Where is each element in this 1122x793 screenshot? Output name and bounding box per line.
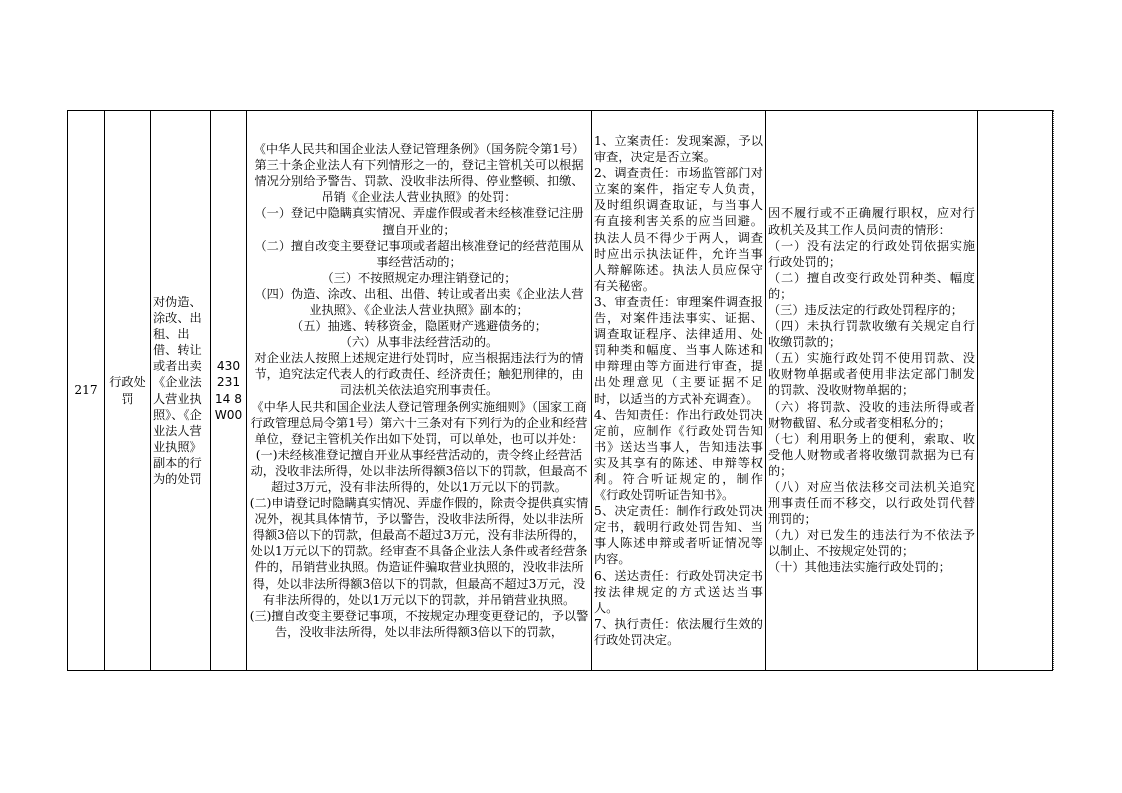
accountability-item: （三）违反法定的行政处罚程序的； <box>768 302 963 317</box>
row-accountability <box>766 111 978 671</box>
basis-paragraph: 《中华人民共和国企业法人登记管理条例》（国务院令第1号）第三十条企业法人有下列情形之一的，登记主管机关可以根据情况分别给予警告、罚款、没收非法所得、停业整顿、扣缴、吊销《企业法人营业执照》的处罚： <box>253 142 585 205</box>
accountability-item: （十）其他违法实施行政处罚的； <box>768 560 951 575</box>
basis-paragraph: (一)未经核准登记擅自开业从事经营活动的，责令终止经营活动，没收非法所得，处以非法所得额3倍以下的罚款，但最高不超过3万元，没有非法所得的，处以1万元以下的罚款。 <box>250 447 588 495</box>
accountability-item: （一）没有法定的行政处罚依据实施行政处罚的； <box>768 238 975 269</box>
row-note <box>978 111 1053 671</box>
power-list-table <box>67 110 1053 671</box>
basis-paragraph: （一）登记中隐瞒真实情况、弄虚作假或者未经核准登记注册擅自开业的； <box>254 206 584 237</box>
accountability-item: （九）对已发生的违法行为不依法予以制止、不按规定处罚的； <box>768 528 975 559</box>
row-item-code: 43023114 8W00 <box>211 111 247 671</box>
accountability-item: 因不履行或不正确履行职权，应对行政机关及其工作人员问责的情形： <box>768 206 975 237</box>
basis-paragraph: (二)申请登记时隐瞒真实情况、弄虚作假的，除责令提供真实情况外，视其具体情节，予以警告，没收非法所得，处以非法所得额3倍以下的罚款，但最高不超过3万元，没有非法所得的，处以1万元以下的罚款。经审查不具备企业法人条件或者经营条件的，吊销营业执照。伪造证件骗取营业执照的，没收非法所得，处以非法所得额3倍以下的罚款，但最高不超过3万元，没有非法所得的，处以1万元以下的罚款，并吊销营业执照。 <box>249 496 589 607</box>
accountability-item: （六）将罚款、没收的违法所得或者财物截留、私分或者变相私分的； <box>768 399 975 430</box>
row-item-name: 对伪造、涂改、出租、出借、转让或者出卖《企业法人营业执照》、《企业法人营业执照》副本的行为的处罚 <box>151 111 211 671</box>
responsibility-item: 4、告知责任：作出行政处罚决定前，应制作《行政处罚告知书》送达当事人，告知违法事实及其享有的陈述、申辩等权利。符合听证规定的，制作《行政处罚听证告知书》。 <box>594 407 763 503</box>
row-responsibility <box>592 111 766 671</box>
row-seq-number: 217 <box>68 111 105 671</box>
responsibility-item: 2、调查责任：市场监管部门对立案的案件，指定专人负责，及时组织调查取证，与当事人有直接利害关系的应当回避。执法人员不得少于两人，调查时应出示执法证件，允许当事人辩解陈述。执法人员应保守有关秘密。 <box>594 166 763 293</box>
basis-paragraph: （六）从事非法经营活动的。 <box>339 335 499 350</box>
basis-paragraph: 《中华人民共和国企业法人登记管理条例实施细则》（国家工商行政管理总局令第1号）第六十三条对有下列行为的企业和经营单位，登记主管机关作出如下处罚，可以单处，也可以并处： <box>250 399 588 446</box>
responsibility-item: 6、送达责任：行政处罚决定书按法律规定的方式送达当事人。 <box>594 568 763 615</box>
basis-paragraph: 对企业法人按照上述规定进行处罚时，应当根据违法行为的情节，追究法定代表人的行政责任、经济责任；触犯刑律的，由司法机关依法追究刑事责任。 <box>254 351 584 398</box>
accountability-item: （七）利用职务上的便利，索取、收受他人财物或者将收缴罚款据为已有的； <box>768 431 975 478</box>
accountability-item: （二）擅自改变行政处罚种类、幅度的； <box>768 270 975 301</box>
basis-paragraph: （三）不按照规定办理注销登记的； <box>321 270 517 285</box>
accountability-item: （四）未执行罚款收缴有关规定自行收缴罚款的； <box>768 319 975 350</box>
accountability-item: （五）实施行政处罚不使用罚款、没收财物单据或者使用非法定部门制发的罚款、没收财物单据的； <box>768 351 975 398</box>
row-category: 行政处罚 <box>105 111 151 671</box>
responsibility-item: 3、审查责任：审理案件调查报告，对案件违法事实、证据、调查取证程序、法律适用、处罚种类和幅度、当事人陈述和申辩理由等方面进行审查，提出处理意见（主要证据不足时，以适当的方式补充调查）。 <box>594 294 763 406</box>
table-row <box>68 111 1053 671</box>
page-edge-dotted-line <box>1053 110 1054 670</box>
basis-paragraph: （五）抽逃、转移资金，隐匿财产逃避债务的； <box>291 319 547 334</box>
row-legal-basis <box>247 111 592 671</box>
responsibility-item: 7、执行责任：依法履行生效的行政处罚决定。 <box>594 616 763 647</box>
basis-paragraph: (三)擅自改变主要登记事项，不按规定办理变更登记的，予以警告，没收非法所得，处以非法所得额3倍以下的罚款， <box>249 608 589 639</box>
responsibility-item: 1、立案责任：发现案源，予以审查，决定是否立案。 <box>594 134 763 165</box>
basis-paragraph: （四）伪造、涂改、出租、出借、转让或者出卖《企业法人营业执照》、《企业法人营业执照》副本的； <box>254 286 584 317</box>
accountability-item: （八）对应当依法移交司法机关追究刑事责任而不移交，以行政处罚代替刑罚的； <box>768 480 975 527</box>
responsibility-item: 5、决定责任：制作行政处罚决定书，载明行政处罚告知、当事人陈述申辩或者听证情况等内容。 <box>594 504 763 567</box>
basis-paragraph: （二）擅自改变主要登记事项或者超出核准登记的经营范围从事经营活动的； <box>254 238 584 269</box>
